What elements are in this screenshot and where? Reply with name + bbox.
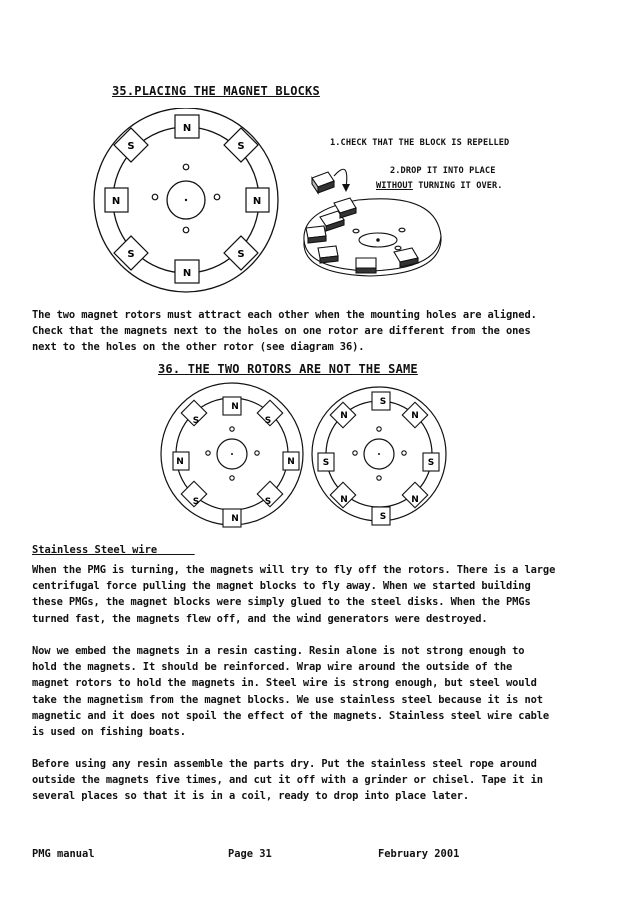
paragraph-line: outside the magnets five times, and cut it off with a grinder or chisel. Tape it in — [32, 774, 543, 787]
magnet-label-s: S — [127, 249, 135, 260]
intro-line: The two magnet rotors must attract each other when the mounting holes are aligned. — [32, 309, 537, 321]
rotor-right — [312, 387, 446, 525]
rotor-left — [161, 383, 303, 527]
magnet-block-bottom — [175, 260, 199, 283]
magnet-block-right — [246, 188, 269, 212]
intro-line: Check that the magnets next to the holes on one rotor are different from the ones — [32, 325, 531, 338]
magnet-block-bottom-left — [114, 236, 148, 270]
magnet-label-s: S — [379, 397, 387, 407]
magnet-label-n: N — [111, 196, 121, 207]
magnet-label-n: N — [340, 495, 348, 505]
without-emphasis: WITHOUT — [376, 181, 413, 191]
magnet-label-s: S — [237, 249, 245, 260]
magnet-label-s: S — [192, 497, 200, 507]
magnet-label-n: N — [252, 196, 262, 207]
magnet-label-n: N — [231, 514, 239, 524]
magnet-label-n: N — [182, 123, 192, 134]
footer-date: February 2001 — [378, 848, 460, 860]
paragraph-line: hold the magnets. It should be reinforced. Wrap wire around the outside of the — [32, 661, 513, 674]
disk-placement-illustration — [298, 148, 448, 282]
magnet-block-left — [105, 188, 128, 212]
paragraph-line: magnet rotors to hold the magnets in. Steel wire is strong enough, but steel would — [32, 677, 537, 690]
magnet-label-s: S — [192, 416, 200, 426]
paragraph-line: Now we embed the magnets in a resin casting. Resin alone is not strong enough to — [32, 645, 525, 657]
step-1-label: 1.CHECK THAT THE BLOCK IS REPELLED — [330, 138, 510, 148]
magnet-block-top-left — [114, 128, 148, 162]
step-2-rest: TURNING IT OVER. — [412, 181, 503, 191]
stainless-paragraph-1 — [32, 562, 555, 627]
paragraph-line: several places so that it is in a coil, ready to drop into place later. — [32, 790, 470, 803]
footer-manual-name: PMG manual — [32, 848, 95, 860]
stainless-paragraph-3 — [32, 756, 543, 805]
paragraph-line: magnetic and it does not spoil the effect of the magnets. Stainless steel wire cable — [32, 709, 550, 722]
intro-line: next to the holes on the other rotor (see diagram 36). — [32, 341, 365, 354]
section-36-title: 36. THE TWO ROTORS ARE NOT THE SAME — [158, 362, 418, 376]
magnet-label-n: N — [176, 457, 184, 467]
magnet-label-s: S — [127, 141, 135, 152]
magnet-label-s: S — [237, 141, 245, 152]
rotor-diagram-35 — [88, 108, 288, 294]
magnet-label-s: S — [379, 512, 387, 522]
paragraph-line: take the magnetism from the magnet blocks. We use stainless steel because it is not — [32, 693, 543, 706]
magnet-label-s: S — [264, 416, 272, 426]
footer-page-number: Page 31 — [228, 848, 272, 860]
magnet-label-s: S — [322, 458, 330, 468]
section-35-title: 35.PLACING THE MAGNET BLOCKS — [112, 84, 320, 98]
magnet-label-n: N — [231, 402, 239, 412]
magnet-label-s: S — [427, 458, 435, 468]
paragraph-line: is used on fishing boats. — [32, 726, 186, 739]
magnet-block-top-right — [224, 128, 258, 162]
two-rotors-diagram-36 — [160, 380, 450, 528]
magnet-label-s: S — [264, 497, 272, 507]
intro-paragraph — [32, 307, 537, 356]
magnet-block-top — [175, 115, 199, 138]
paragraph-line: Before using any resin assemble the parts dry. Put the stainless steel rope around — [32, 758, 537, 770]
magnet-label-n: N — [411, 411, 419, 421]
magnet-block-bottom-right — [224, 236, 258, 270]
step-2-label: 2.DROP IT INTO PLACE — [390, 166, 496, 176]
paragraph-line: these PMGs, the magnet blocks were simply glued to the steel disks. When the PMGs — [32, 596, 531, 609]
magnet-label-n: N — [411, 495, 419, 505]
stainless-steel-heading — [32, 544, 195, 556]
paragraph-line: turned fast, the magnets flew off, and the wind generators were destroyed. — [32, 612, 488, 625]
stainless-heading-text: Stainless Steel wire — [32, 544, 158, 556]
magnet-label-n: N — [340, 411, 348, 421]
stainless-paragraph-2 — [32, 643, 549, 740]
paragraph-line: centrifugal force pulling the magnet blocks to fly away. When we started building — [32, 580, 531, 593]
paragraph-line: When the PMG is turning, the magnets will try to fly off the rotors. There is a large — [32, 564, 556, 576]
magnet-label-n: N — [182, 268, 192, 279]
magnet-label-n: N — [287, 457, 295, 467]
